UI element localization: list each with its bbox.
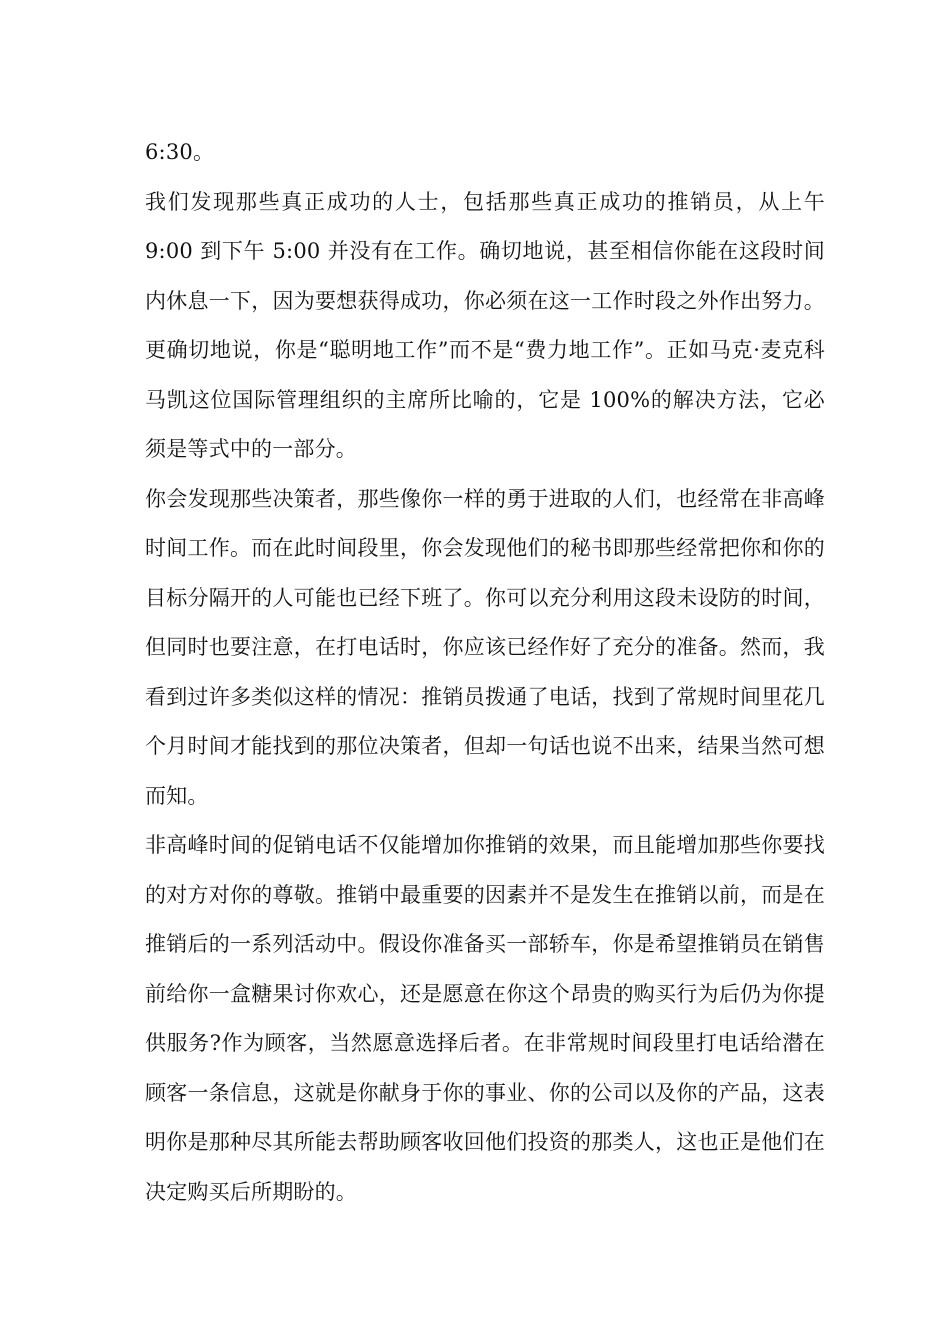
paragraph-decision-makers: 你会发现那些决策者，那些像你一样的勇于进取的人们，也经常在非高峰时间工作。而在此时间段里，你会发现他们的秘书即那些经常把你和你的目标分隔开的人可能也已经下班了。你可以充分利用这段未设防的时间，但同时也要注意，在打电话时，你应该已经作好了充分的准备。然而，我看到过许多类似这样的情况：推销员拨通了电话，找到了常规时间里花几个月时间才能找到的那位决策者，但却一句话也说不出来，结果当然可想而知。 (145, 486, 825, 808)
paragraph-off-peak-calls: 非高峰时间的促销电话不仅能增加你推销的效果，而且能增加那些你要找的对方对你的尊敬。推销中最重要的因素并不是发生在推销以前，而是在推销后的一系列活动中。假设你准备买一部轿车，你是希望推销员在销售前给你一盒糖果讨你欢心，还是愿意在你这个昂贵的购买行为后仍为你提供服务?作为顾客，当然愿意选择后者。在非常规时间段里打电话给潜在顾客一条信息，这就是你献身于你的事业、你的公司以及你的产品，这表明你是那种尽其所能去帮助顾客收回他们投资的那类人，这也正是他们在决定购买后所期盼的。 (145, 833, 825, 1204)
paragraph-time-fragment: 6:30。 (145, 140, 215, 164)
document-body (145, 128, 825, 1217)
paragraph-successful-people: 我们发现那些真正成功的人士，包括那些真正成功的推销员，从上午 9:00 到下午 5:00 并没有在工作。确切地说，甚至相信你能在这段时间内休息一下，因为要想获得成功，你必须在这一工作时段之外作出努力。更确切地说，你是“聪明地工作”而不是“费力地工作”。正如马克·麦克科马凯这位国际管理组织的主席所比喻的，它是 100%的解决方法，它必须是等式中的一部分。 (145, 189, 825, 461)
